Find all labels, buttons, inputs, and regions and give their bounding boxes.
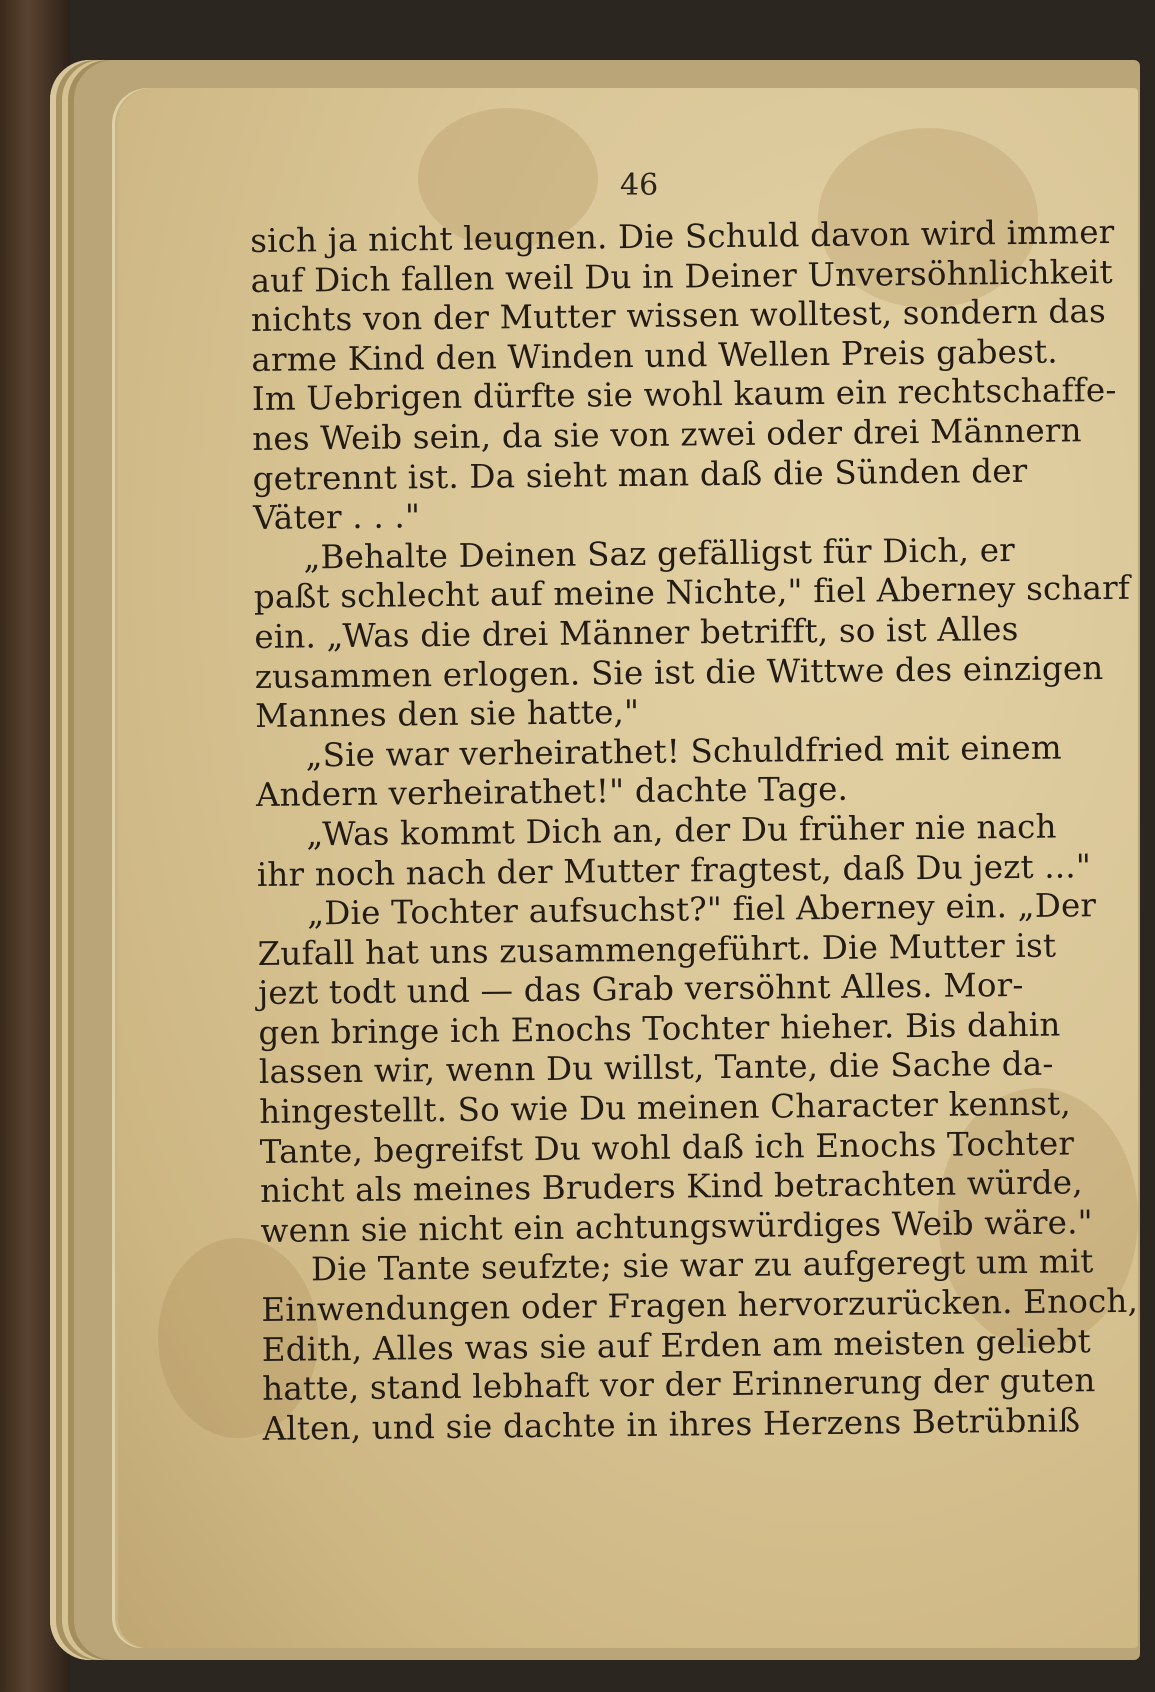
text-line: jezt todt und — das Grab versöhnt Alles. Mor- — [257, 966, 1024, 1013]
text-line: „Die Tochter aufsuchst?" fiel Aberney ein. „Der — [307, 886, 1097, 933]
text-line: nes Weib sein, da sie von zwei oder drei Männern — [252, 411, 1082, 458]
text-line: Andern verheirathet!" dachte Tage. — [255, 770, 849, 815]
text-line: „Behalte Deinen Saz gefälligst für Dich, er — [303, 530, 1016, 577]
text-line: hingestellt. So wie Du meinen Character kennst, — [259, 1084, 1072, 1132]
text-line: getrennt ist. Da sieht man daß die Sünden der — [252, 451, 1028, 498]
page-number: 46 — [620, 168, 659, 203]
text-line: Väter . . ." — [252, 497, 421, 538]
text-line: „Sie war verheirathet! Schuldfried mit einem — [305, 728, 1063, 775]
text-line: Alten, und sie dachte in ihres Herzens Betrübniß — [262, 1401, 1081, 1448]
text-line: ihr noch nach der Mutter fragtest, daß Du jezt ..." — [256, 846, 1092, 894]
text-line: Mannes den sie hatte," — [254, 693, 640, 736]
text-line: gen bringe ich Enochs Tochter hieher. Bis dahin — [258, 1005, 1061, 1052]
text-line: zusammen erlogen. Sie ist die Wittwe des einzigen — [254, 648, 1104, 696]
text-line: paßt schlecht auf meine Nichte," fiel Aberney scharf — [253, 569, 1131, 617]
text-line: Einwendungen oder Fragen hervorzurücken. Enoch, — [261, 1281, 1139, 1329]
text-line: nichts von der Mutter wissen wolltest, sondern das — [250, 292, 1107, 340]
body-text — [250, 212, 1139, 1449]
text-line: Edith, Alles was sie auf Erden am meisten geliebt — [261, 1321, 1092, 1369]
text-line: ein. „Was die drei Männer betrifft, so ist Alles — [254, 609, 1019, 656]
text-line: sich ja nicht leugnen. Die Schuld davon wird immer — [250, 212, 1115, 260]
text-line: lassen wir, wenn Du willst, Tante, die Sache da- — [258, 1045, 1054, 1092]
text-line: hatte, stand lebhaft vor der Erinnerung der guten — [262, 1361, 1096, 1409]
text-line: nicht als meines Bruders Kind betrachten würde, — [259, 1163, 1083, 1211]
text-line: Im Uebrigen dürfte sie wohl kaum ein rechtschaffe- — [251, 371, 1117, 419]
text-line: „Was kommt Dich an, der Du früher nie nach — [306, 807, 1057, 854]
text-line: Zufall hat uns zusammengeführt. Die Mutter ist — [257, 926, 1057, 973]
text-line: arme Kind den Winden und Wellen Preis gabest. — [251, 332, 1059, 379]
text-line: Die Tante seufzte; sie war zu aufgeregt um mit — [310, 1242, 1094, 1289]
text-line: auf Dich fallen weil Du in Deiner Unversöhnlichkeit — [250, 252, 1113, 300]
text-line: wenn sie nicht ein achtungswürdiges Weib wäre." — [260, 1203, 1093, 1250]
text-line: Tante, begreifst Du wohl daß ich Enochs Tochter — [259, 1124, 1075, 1171]
